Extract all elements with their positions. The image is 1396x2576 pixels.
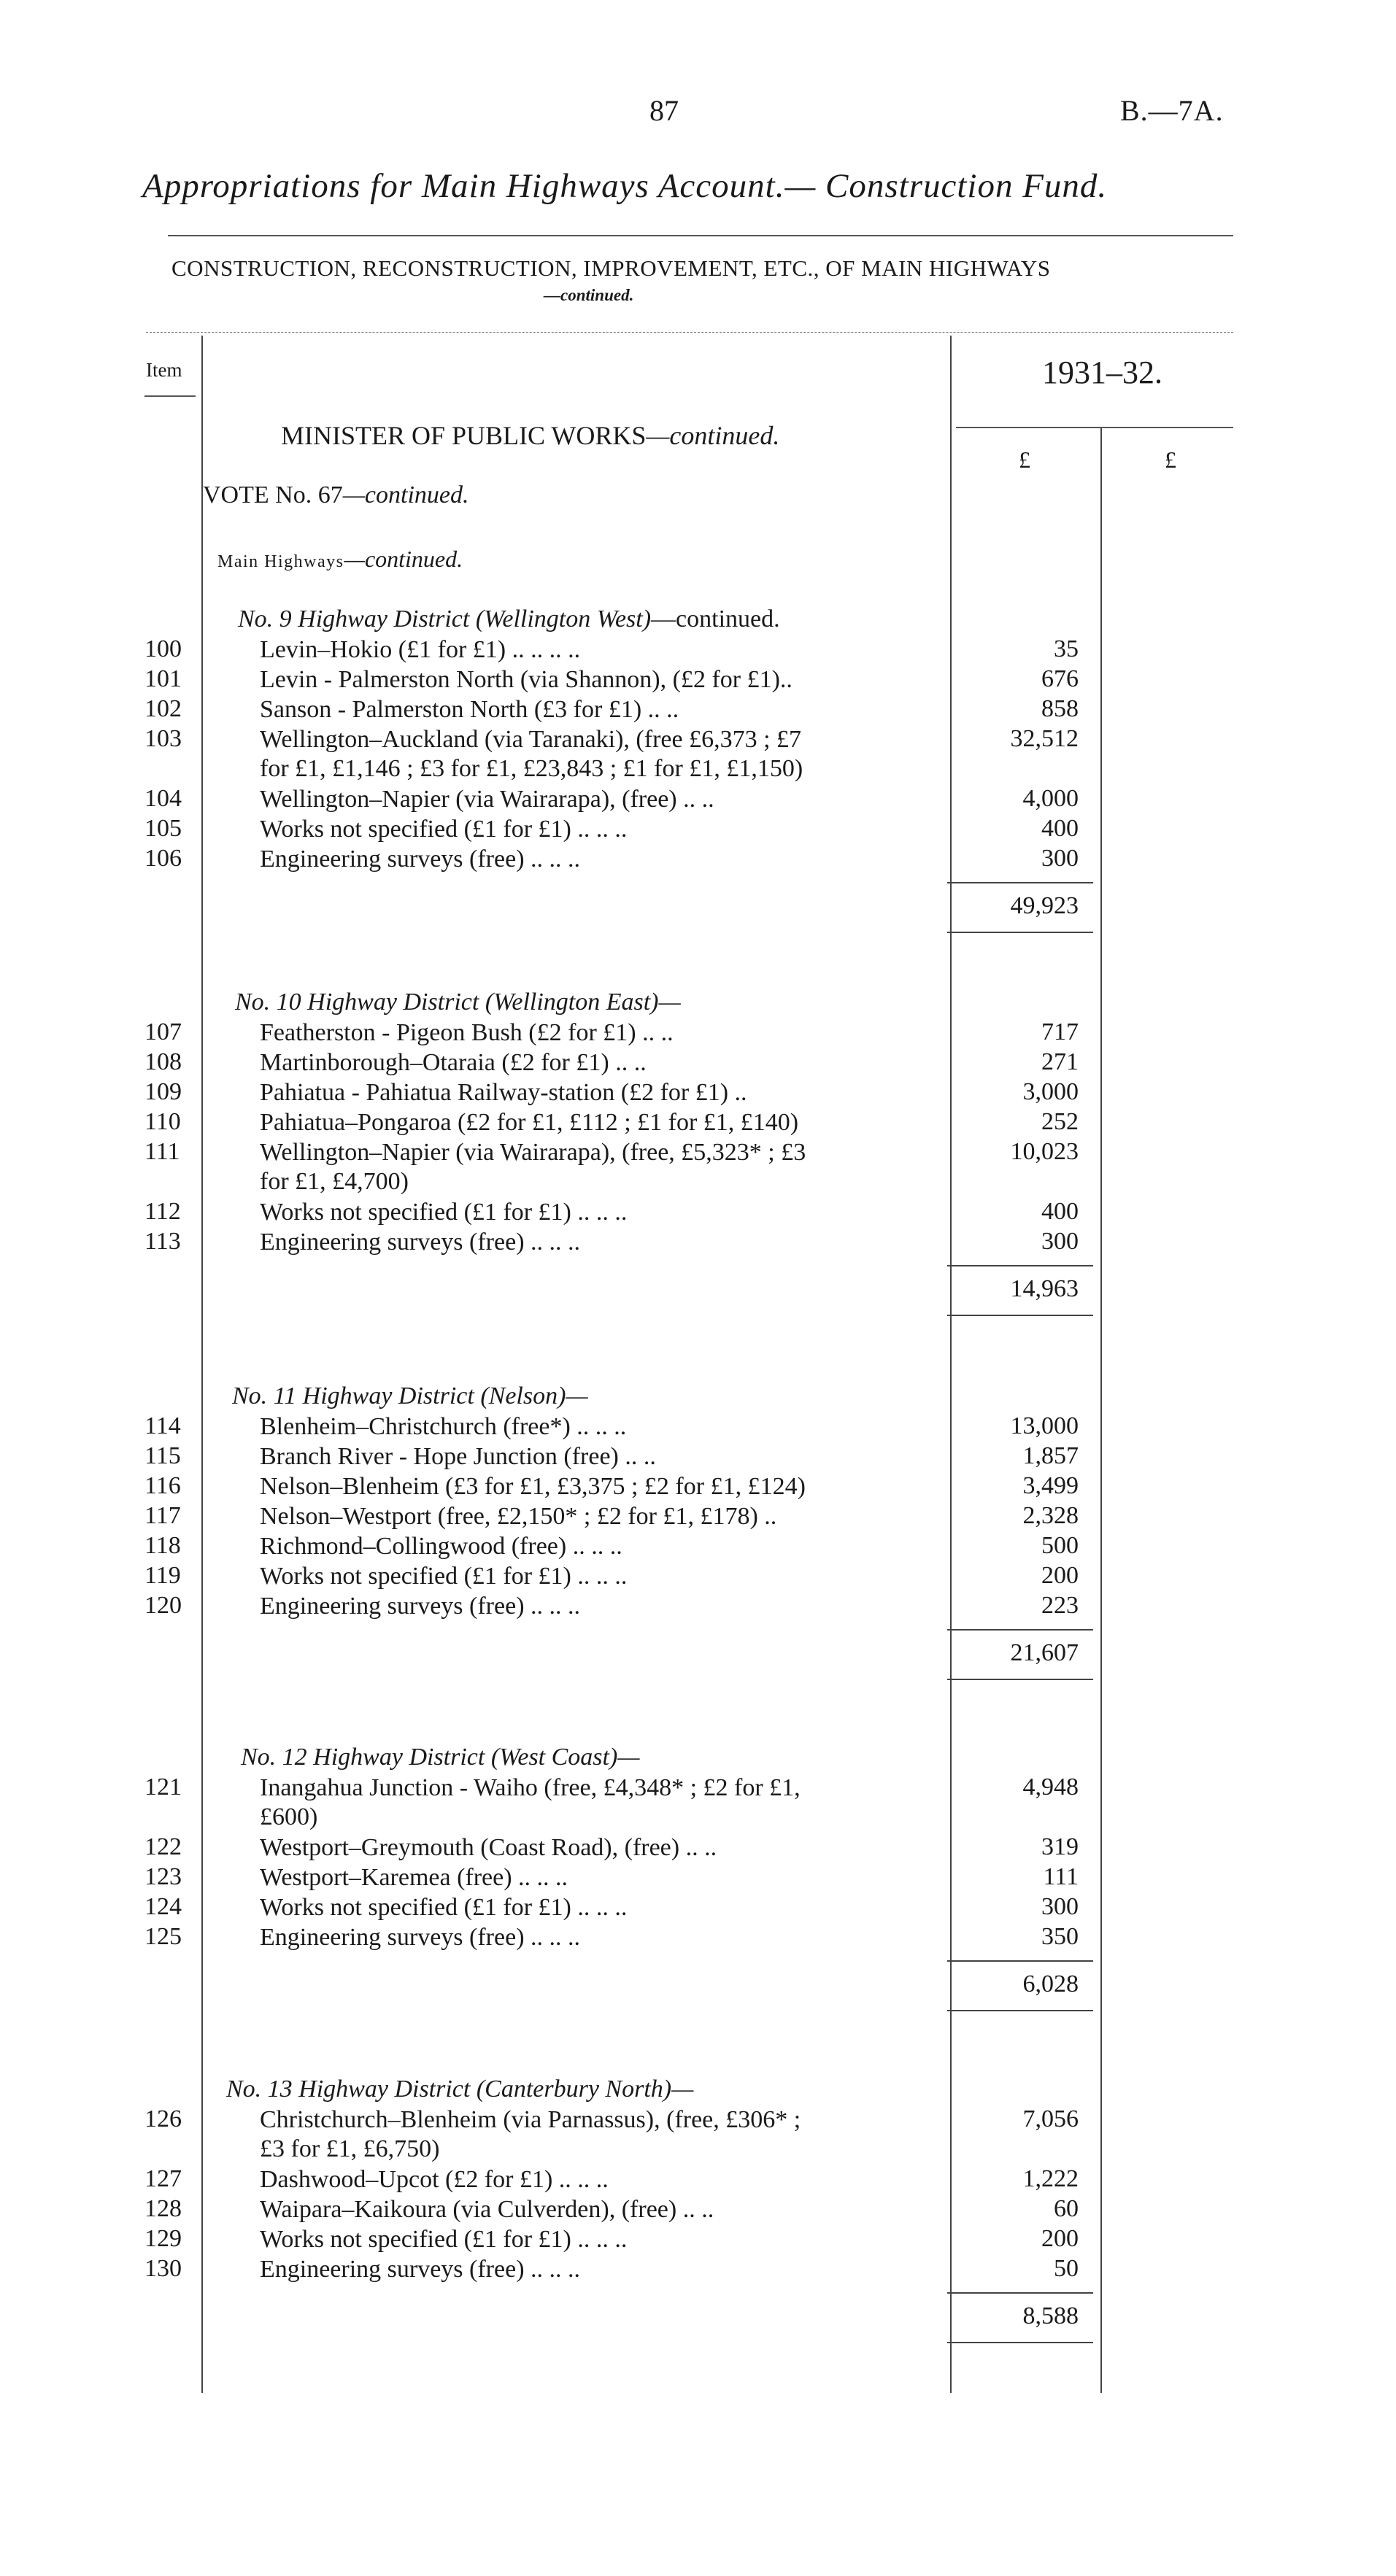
district-heading-text: No. 10 Highway District (Wellington East)— <box>235 989 681 1016</box>
item-amount: 35 <box>1054 635 1079 662</box>
item-description <box>260 1833 931 1863</box>
item-description-line: for £1, £1,146 ; £3 for £1, £23,843 ; £1 for £1, £1,150) <box>260 755 803 782</box>
item-description-line: Engineering surveys (free) .. .. .. <box>260 846 581 873</box>
district-total: 49,923 <box>1010 892 1079 919</box>
item-number: 105 <box>144 815 182 842</box>
year-header-rule <box>956 427 1233 428</box>
title-rule <box>168 235 1233 236</box>
item-number: 129 <box>144 2225 182 2252</box>
item-description <box>260 2225 931 2254</box>
item-description-line: Waipara–Kaikoura (via Culverden), (free) .. .. <box>260 2196 714 2223</box>
item-number: 107 <box>144 1018 182 1045</box>
district-total: 21,607 <box>1010 1639 1079 1666</box>
item-number: 101 <box>144 665 182 692</box>
item-number: 100 <box>144 635 182 662</box>
item-number: 115 <box>144 1442 181 1469</box>
year-column-header: 1931–32. <box>1042 355 1162 390</box>
item-description-line: Pahiatua - Pahiatua Railway-station (£2 for £1) .. <box>260 1079 747 1106</box>
item-column-divider <box>201 336 203 2393</box>
item-description <box>260 1198 931 1227</box>
district-total: 6,028 <box>1022 1970 1079 1997</box>
vote-heading: VOTE No. 67—continued. <box>203 481 469 508</box>
item-description-line: Branch River - Hope Junction (free) .. .. <box>260 1443 656 1470</box>
item-amount: 1,222 <box>1022 2165 1079 2192</box>
item-description-line: Engineering surveys (free) .. .. .. <box>260 1229 581 1256</box>
item-number: 114 <box>144 1412 181 1439</box>
item-amount: 4,000 <box>1022 785 1079 812</box>
item-description-line: Martinborough–Otaraia (£2 for £1) .. .. <box>260 1049 647 1076</box>
item-description-line: £600) <box>260 1803 318 1830</box>
item-description-line: Works not specified (£1 for £1) .. .. .. <box>260 816 628 843</box>
item-description-line: Engineering surveys (free) .. .. .. <box>260 1924 581 1951</box>
item-description <box>260 1502 931 1531</box>
item-amount: 350 <box>1041 1923 1079 1950</box>
district-heading-text: No. 9 Highway District (Wellington West) <box>238 606 652 633</box>
item-description <box>260 2165 931 2194</box>
item-description-line: Levin - Palmerston North (via Shannon), (£2 for £1).. <box>260 666 793 693</box>
item-amount: 400 <box>1041 1198 1079 1225</box>
item-number: 119 <box>144 1562 181 1589</box>
item-description-line: Nelson–Westport (free, £2,150* ; £2 for £1, £178) .. <box>260 1503 777 1530</box>
section-heading-continued: —continued. <box>544 286 634 304</box>
item-description <box>260 1228 931 1257</box>
table-top-rule <box>146 332 1233 333</box>
item-amount: 200 <box>1041 1562 1079 1589</box>
item-description <box>260 1018 931 1048</box>
district-heading <box>226 2076 693 2103</box>
amount-column-divider <box>950 336 952 2393</box>
item-description <box>260 815 931 844</box>
item-description <box>260 1893 931 1922</box>
item-amount: 223 <box>1041 1592 1079 1619</box>
item-number: 121 <box>144 1774 182 1801</box>
item-amount: 252 <box>1041 1108 1079 1135</box>
item-number: 113 <box>144 1228 181 1255</box>
item-number: 104 <box>144 785 182 812</box>
item-description-line: Wellington–Napier (via Wairarapa), (free, £5,323* ; £3 <box>260 1139 806 1166</box>
item-amount: 111 <box>1043 1863 1079 1890</box>
item-number: 126 <box>144 2105 182 2132</box>
item-number: 125 <box>144 1923 182 1950</box>
item-description-line: Works not specified (£1 for £1) .. .. .. <box>260 2226 628 2253</box>
item-description <box>260 1412 931 1442</box>
item-description <box>260 845 931 874</box>
item-description-line: Works not specified (£1 for £1) .. .. .. <box>260 1563 628 1590</box>
item-column-header: Item <box>146 359 182 381</box>
item-amount: 300 <box>1041 845 1079 872</box>
total-top-rule <box>947 1265 1093 1266</box>
item-description <box>260 1532 931 1561</box>
item-description <box>260 1138 931 1196</box>
item-amount: 32,512 <box>1010 725 1079 752</box>
district-total: 8,588 <box>1022 2302 1079 2329</box>
item-number: 120 <box>144 1592 182 1619</box>
page-number: 87 <box>649 94 679 127</box>
item-description-line: Richmond–Collingwood (free) .. .. .. <box>260 1533 622 1560</box>
item-amount: 500 <box>1041 1532 1079 1559</box>
item-number: 110 <box>144 1108 181 1135</box>
total-top-rule <box>947 1629 1093 1631</box>
district-heading <box>235 989 681 1016</box>
item-number: 106 <box>144 845 182 872</box>
item-amount: 10,023 <box>1010 1138 1079 1165</box>
item-description <box>260 1592 931 1621</box>
item-amount: 2,328 <box>1022 1502 1079 1529</box>
district-heading-text: No. 13 Highway District (Canterbury North)— <box>226 2076 694 2103</box>
item-description <box>260 2195 931 2224</box>
item-description-line: Levin–Hokio (£1 for £1) .. .. .. .. <box>260 636 581 663</box>
item-amount: 858 <box>1041 695 1079 722</box>
page-title: Appropriations for Main Highways Account.— Construction Fund. <box>142 167 1108 205</box>
item-description <box>260 1442 931 1471</box>
item-amount: 676 <box>1041 665 1079 692</box>
item-number: 109 <box>144 1078 182 1105</box>
item-amount: 1,857 <box>1022 1442 1079 1469</box>
item-amount: 400 <box>1041 815 1079 842</box>
item-number: 130 <box>144 2255 182 2282</box>
item-description-line: Christchurch–Blenheim (via Parnassus), (free, £306* ; <box>260 2106 801 2133</box>
total-top-rule <box>947 2292 1093 2294</box>
item-description <box>260 785 931 814</box>
item-amount: 319 <box>1041 1833 1079 1860</box>
item-amount: 200 <box>1041 2225 1079 2252</box>
item-description-line: Nelson–Blenheim (£3 for £1, £3,375 ; £2 for £1, £124) <box>260 1473 806 1500</box>
item-description <box>260 665 931 695</box>
item-number: 117 <box>144 1502 181 1529</box>
item-description-line: £3 for £1, £6,750) <box>260 2135 440 2162</box>
item-number: 124 <box>144 1893 182 1920</box>
item-description-line: Wellington–Auckland (via Taranaki), (free £6,373 ; £7 <box>260 726 802 753</box>
item-amount: 300 <box>1041 1228 1079 1255</box>
item-amount: 7,056 <box>1022 2105 1079 2132</box>
item-amount: 3,499 <box>1022 1472 1079 1499</box>
item-description <box>260 1472 931 1501</box>
total-bottom-rule <box>947 1679 1093 1680</box>
district-total: 14,963 <box>1010 1275 1079 1302</box>
item-amount: 271 <box>1041 1048 1079 1075</box>
item-description-line: Dashwood–Upcot (£2 for £1) .. .. .. <box>260 2166 609 2193</box>
total-bottom-rule <box>947 2342 1093 2343</box>
item-description <box>260 1078 931 1107</box>
total-top-rule <box>947 882 1093 883</box>
item-description-line: Engineering surveys (free) .. .. .. <box>260 1593 581 1620</box>
ministry-heading: MINISTER OF PUBLIC WORKS—continued. <box>281 421 780 450</box>
item-description-line: Pahiatua–Pongaroa (£2 for £1, £112 ; £1 for £1, £140) <box>260 1109 799 1136</box>
item-description-line: Sanson - Palmerston North (£3 for £1) .. .. <box>260 696 679 723</box>
item-header-rule <box>144 395 196 397</box>
item-description <box>260 1048 931 1078</box>
district-heading-text: No. 11 Highway District (Nelson)— <box>232 1382 588 1409</box>
item-description-line: Works not specified (£1 for £1) .. .. .. <box>260 1894 628 1921</box>
item-amount: 717 <box>1041 1018 1079 1045</box>
item-number: 127 <box>144 2165 182 2192</box>
item-description-line: Engineering surveys (free) .. .. .. <box>260 2256 581 2283</box>
item-description-line: Featherston - Pigeon Bush (£2 for £1) .. .. <box>260 1019 674 1046</box>
total-bottom-rule <box>947 2010 1093 2011</box>
item-description <box>260 1774 931 1832</box>
item-description <box>260 1863 931 1892</box>
item-number: 111 <box>144 1138 180 1165</box>
item-number: 108 <box>144 1048 182 1075</box>
item-number: 102 <box>144 695 182 722</box>
item-description <box>260 2255 931 2284</box>
item-number: 123 <box>144 1863 182 1890</box>
item-description <box>260 725 931 784</box>
item-description-line: Wellington–Napier (via Wairarapa), (free) .. .. <box>260 786 714 813</box>
item-description <box>260 1562 931 1591</box>
district-heading-suffix: —continued. <box>651 606 780 633</box>
item-amount: 300 <box>1041 1893 1079 1920</box>
document-reference: B.—7A. <box>1120 94 1224 127</box>
item-description <box>260 2105 931 2164</box>
item-amount: 50 <box>1054 2255 1079 2282</box>
item-number: 118 <box>144 1532 181 1559</box>
item-number: 128 <box>144 2195 182 2222</box>
second-amount-divider <box>1100 427 1102 2393</box>
total-bottom-rule <box>947 932 1093 933</box>
item-description-line: Inangahua Junction - Waiho (free, £4,348* ; £2 for £1, <box>260 1774 801 1801</box>
item-number: 103 <box>144 725 182 752</box>
total-top-rule <box>947 1960 1093 1962</box>
total-bottom-rule <box>947 1315 1093 1316</box>
item-amount: 3,000 <box>1022 1078 1079 1105</box>
item-description <box>260 1923 931 1952</box>
item-description <box>260 695 931 724</box>
currency-header-1: £ <box>1019 446 1030 473</box>
district-heading-text: No. 12 Highway District (West Coast)— <box>241 1744 640 1771</box>
item-amount: 4,948 <box>1022 1774 1079 1801</box>
currency-header-2: £ <box>1165 446 1176 473</box>
item-amount: 60 <box>1054 2195 1079 2222</box>
section-heading: CONSTRUCTION, RECONSTRUCTION, IMPROVEMENT, ETC., OF MAIN HIGHWAYS <box>171 255 1051 281</box>
item-description <box>260 635 931 665</box>
item-amount: 13,000 <box>1010 1412 1079 1439</box>
item-description <box>260 1108 931 1137</box>
district-heading <box>232 1382 588 1410</box>
item-description-line: Westport–Karemea (free) .. .. .. <box>260 1864 568 1891</box>
item-number: 112 <box>144 1198 181 1225</box>
item-description-line: Works not specified (£1 for £1) .. .. .. <box>260 1199 628 1226</box>
main-highways-heading: Main Highways—continued. <box>217 546 463 572</box>
item-number: 122 <box>144 1833 182 1860</box>
item-description-line: for £1, £4,700) <box>260 1168 409 1195</box>
item-description-line: Westport–Greymouth (Coast Road), (free) .. .. <box>260 1834 717 1861</box>
item-description-line: Blenheim–Christchurch (free*) .. .. .. <box>260 1413 627 1440</box>
item-number: 116 <box>144 1472 181 1499</box>
district-heading <box>241 1744 640 1771</box>
district-heading <box>238 606 780 633</box>
